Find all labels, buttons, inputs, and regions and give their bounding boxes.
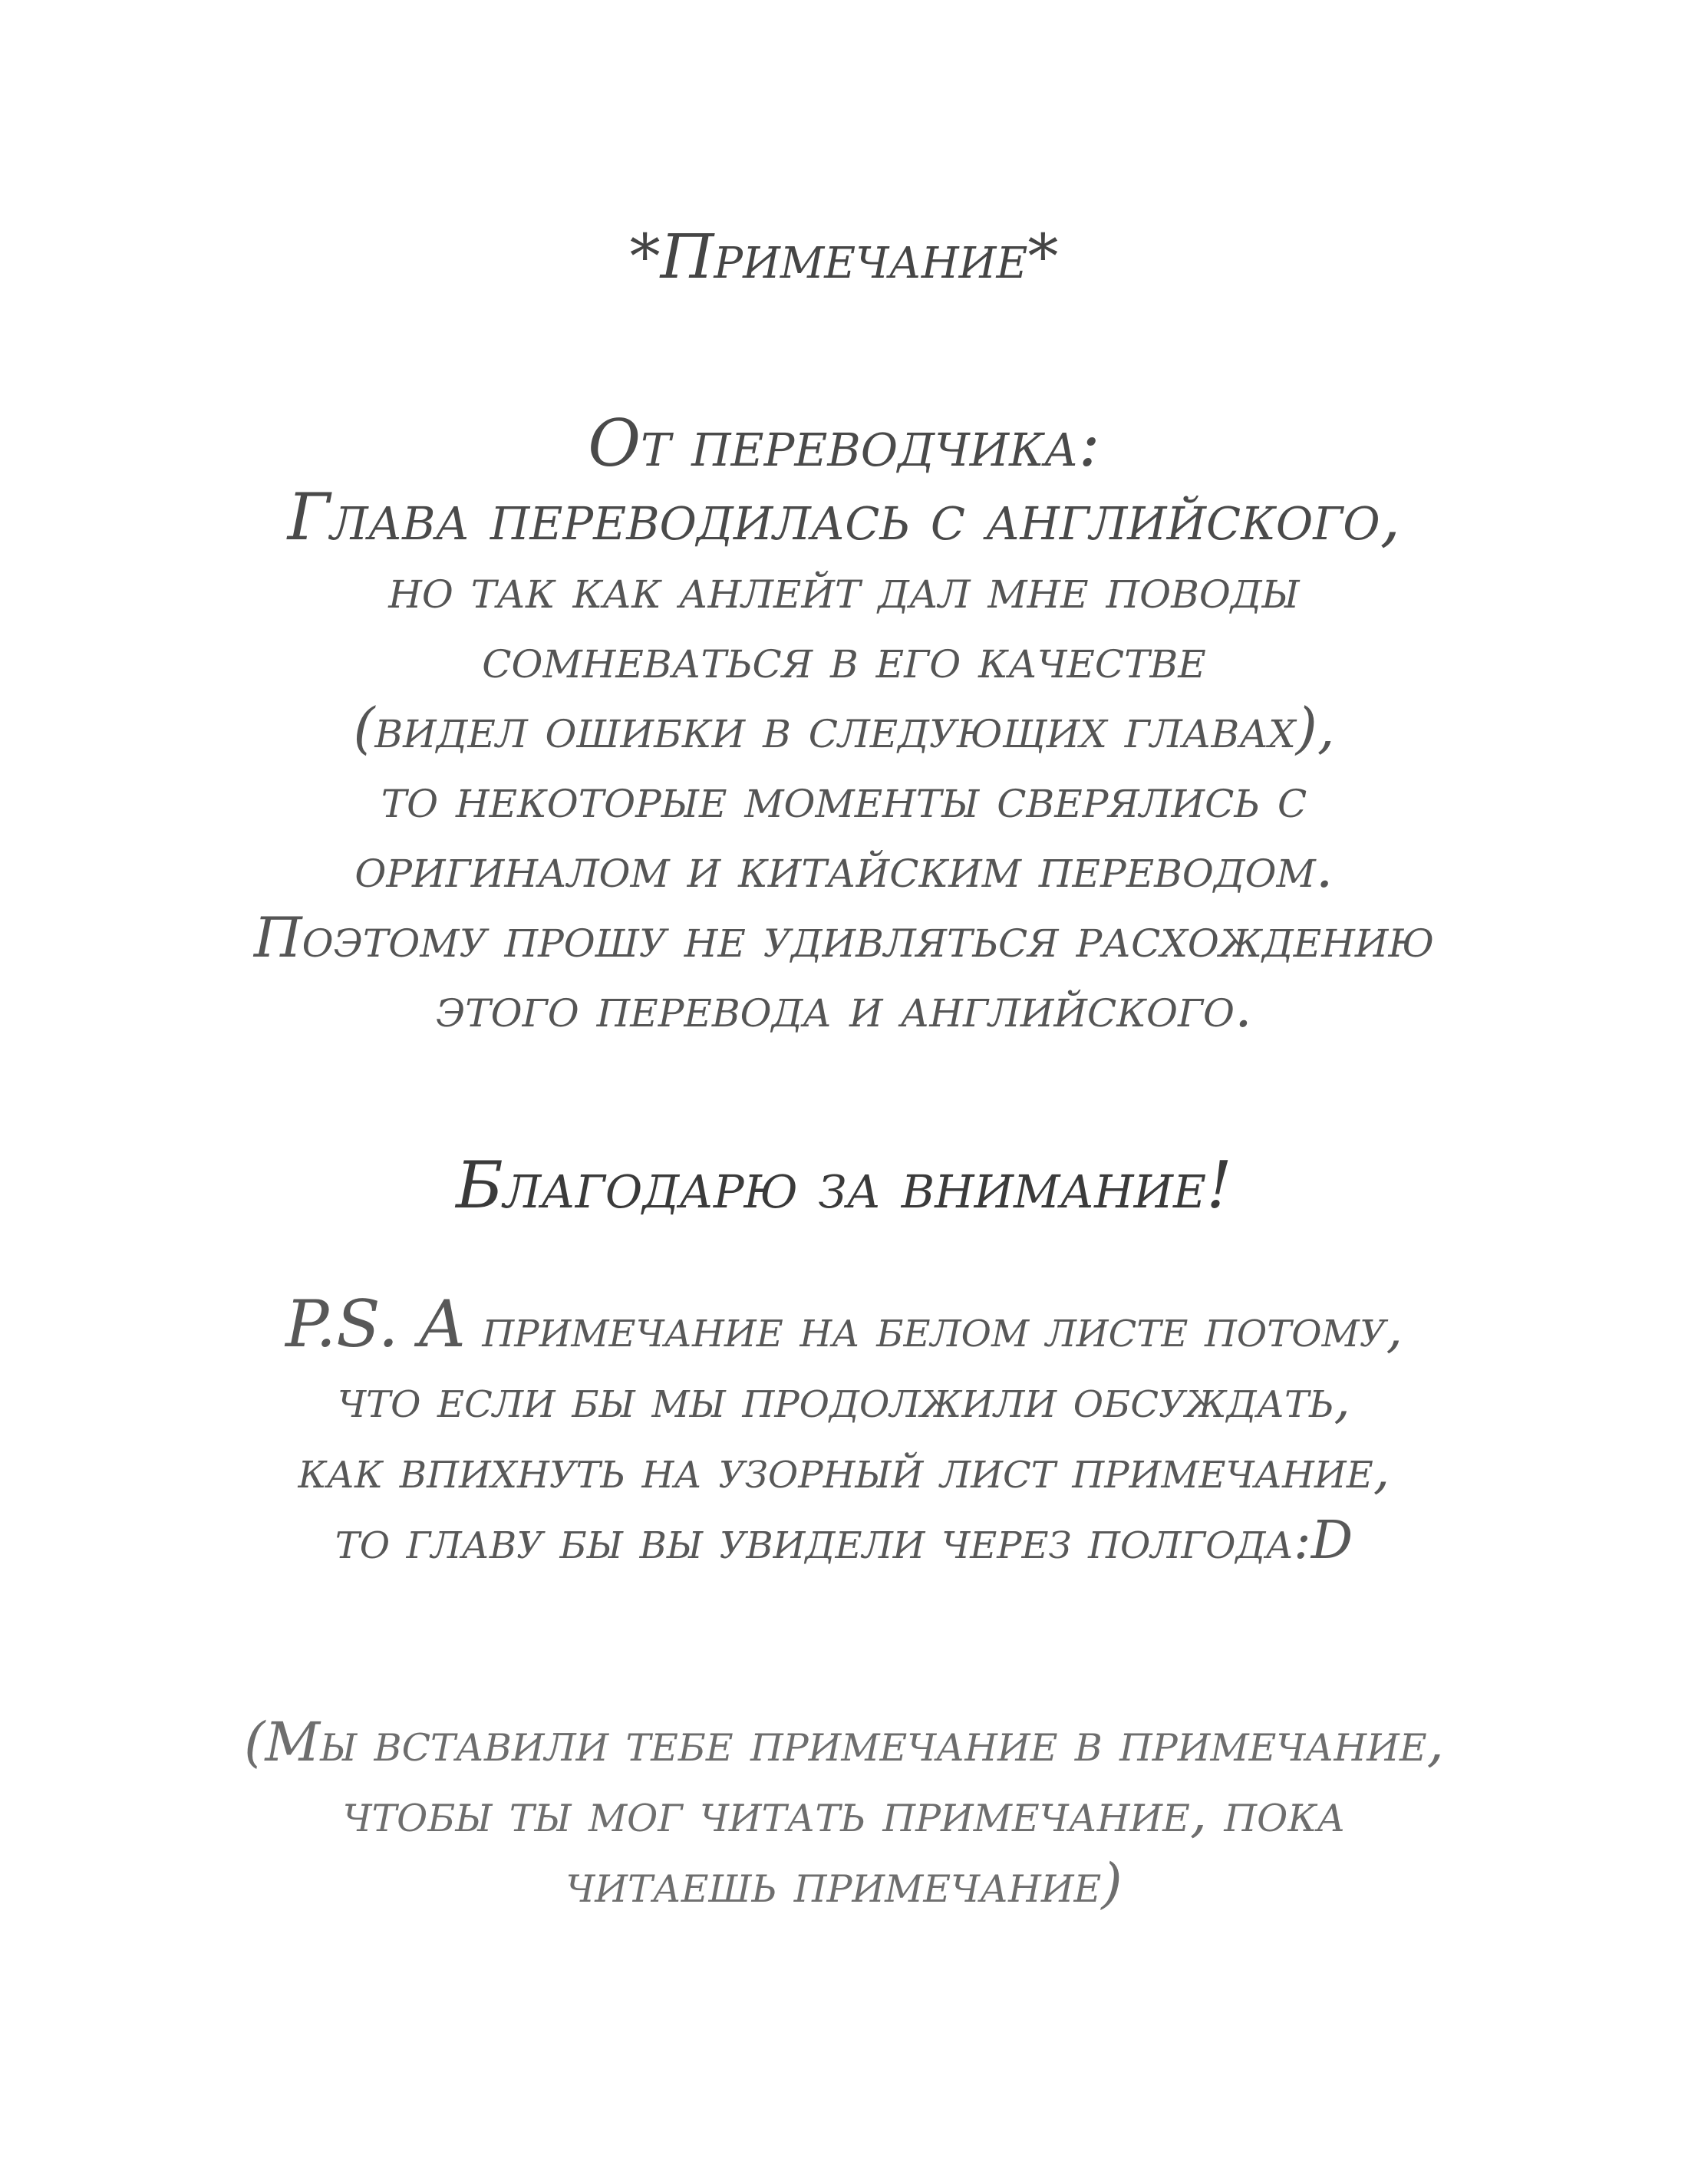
translator-line: но так как анлейт дал мне поводы <box>388 556 1300 621</box>
translator-note <box>0 407 1688 1043</box>
translator-line: сомневаться в его качестве <box>482 626 1206 690</box>
ps-line: то главу бы вы увидели через полгода:D <box>335 1510 1353 1571</box>
thanks-text: Благодарю за внимание! <box>456 1148 1232 1223</box>
inner-note <box>0 1707 1688 1919</box>
ps-prefix: P.S. A <box>285 1286 466 1362</box>
translator-line: (видел ошибки в следующих главах), <box>353 696 1335 760</box>
postscript <box>0 1286 1688 1576</box>
ps-line-text: примечание на белом листе потому, <box>465 1299 1403 1359</box>
ps-line: как впихнуть на узорный лист примечание, <box>298 1440 1390 1500</box>
inner-note-line: читаешь примечание) <box>565 1852 1123 1915</box>
translator-line: Глава переводилась с английского, <box>287 479 1401 555</box>
inner-note-line: чтобы ты мог читать примечание, пока <box>342 1781 1346 1844</box>
translator-heading: От переводчика: <box>588 406 1100 481</box>
translator-line: этого перевода и английского. <box>436 975 1252 1039</box>
thanks-message <box>0 1143 1688 1227</box>
translator-line: то некоторые моменты сверялись с <box>381 766 1307 830</box>
translator-line: оригиналом и китайским переводом. <box>354 835 1334 900</box>
note-title <box>0 219 1688 295</box>
inner-note-line: (Мы вставили тебе примечание в примечание, <box>244 1711 1444 1774</box>
ps-line <box>0 1286 1688 1365</box>
ps-line: что если бы мы продолжили обсуждать, <box>337 1369 1351 1430</box>
note-title-text: *Примечание* <box>629 221 1059 292</box>
translator-line: Поэтому прошу не удивляться расхождению <box>253 905 1435 970</box>
